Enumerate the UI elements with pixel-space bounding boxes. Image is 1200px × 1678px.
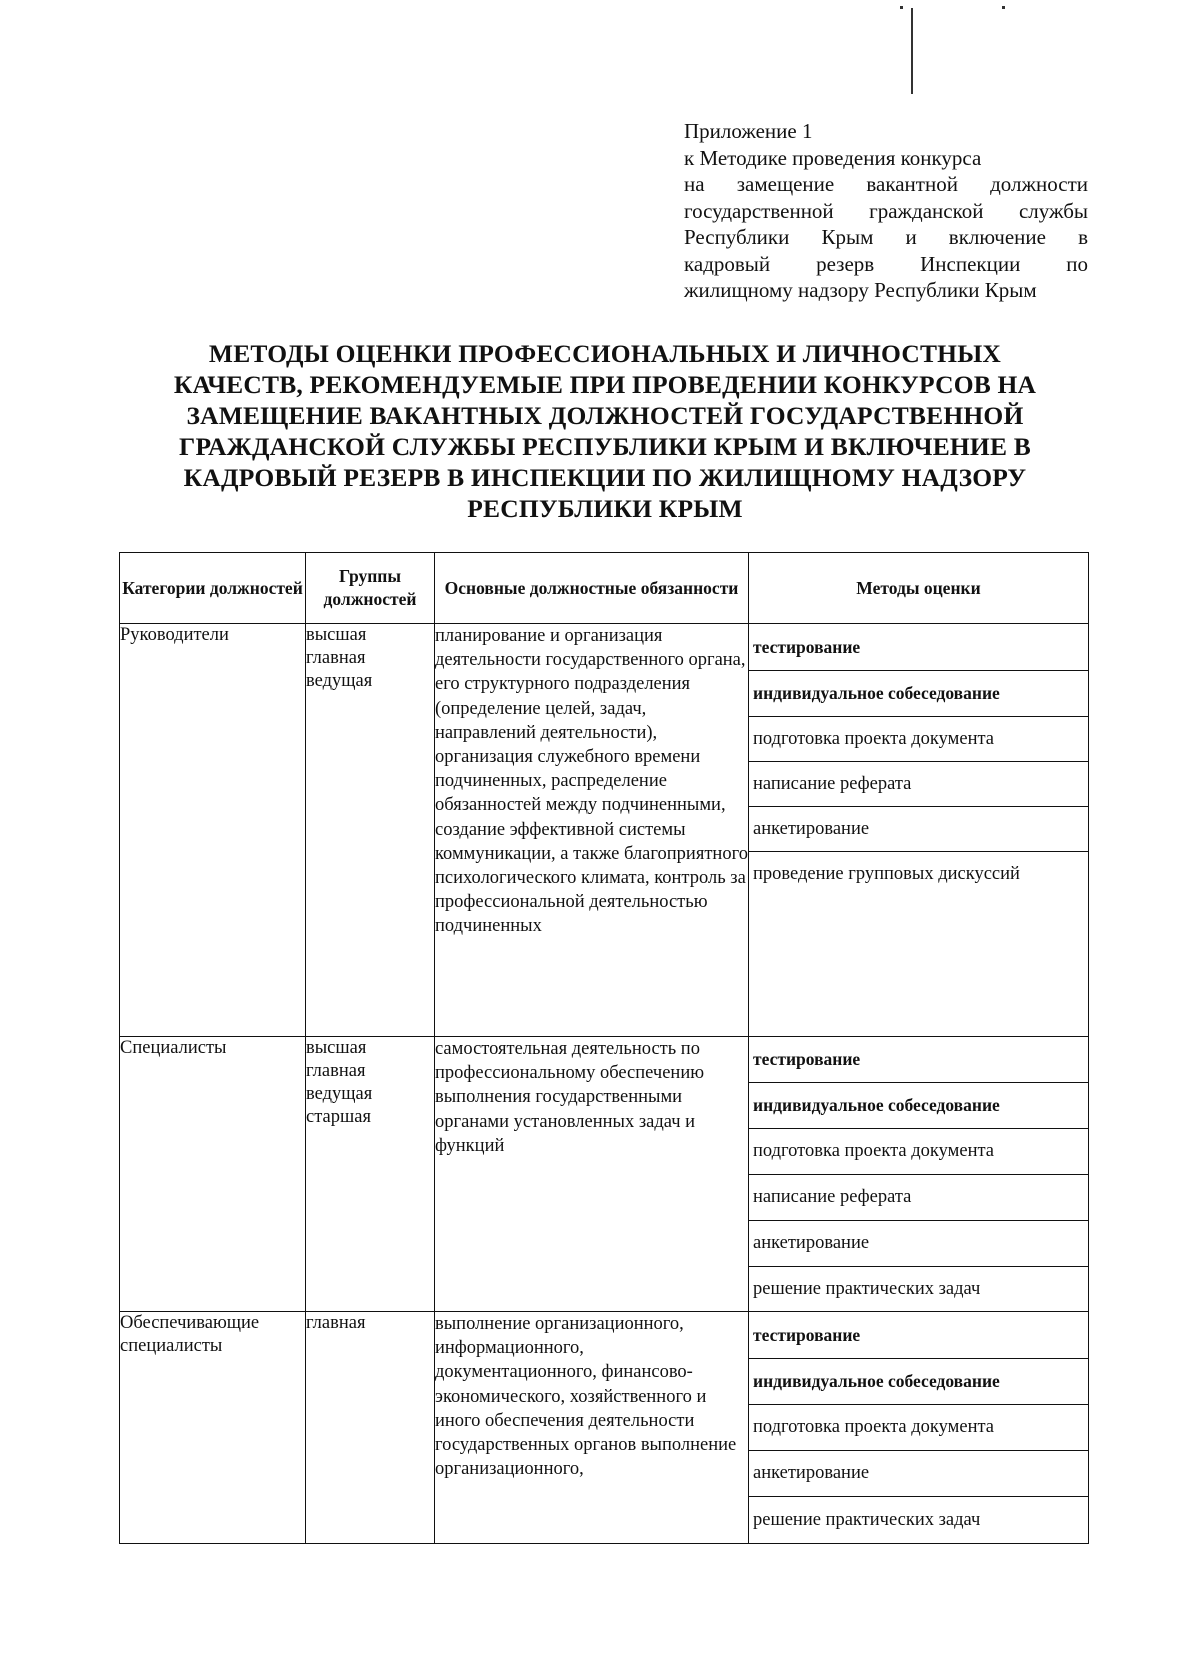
scan-artifact-line (911, 8, 913, 94)
title-line: КАЧЕСТВ, РЕКОМЕНДУЕМЫЕ ПРИ ПРОВЕДЕНИИ КОНКУРСОВ НА (173, 370, 1037, 399)
methods-cell (749, 624, 1089, 1037)
assessment-methods-table (119, 552, 1089, 1544)
scan-artifact-dot (1002, 6, 1005, 9)
group-item: ведущая (306, 1084, 373, 1104)
appendix-line: Приложение 1 (684, 119, 813, 143)
method-item: индивидуальное собеседование (749, 1358, 1088, 1404)
method-item: подготовка проекта документа (749, 1404, 1088, 1450)
method-item: написание реферата (749, 761, 1088, 806)
groups-cell (306, 1312, 435, 1544)
table-row (120, 1037, 1089, 1312)
methods-cell (749, 1037, 1089, 1312)
method-item: тестирование (753, 636, 861, 657)
methods-cell (749, 1312, 1089, 1544)
method-item: подготовка проекта документа (749, 716, 1088, 761)
header-methods: Методы оценки (749, 553, 1089, 624)
groups-cell (306, 1037, 435, 1312)
method-item: написание реферата (749, 1174, 1088, 1220)
group-item: высшая (306, 625, 367, 645)
appendix-line: государственной гражданской службы (684, 198, 1088, 223)
method-item: анкетирование (749, 1450, 1088, 1496)
method-item: решение практических задач (749, 1266, 1088, 1311)
category-cell: Обеспечивающие специалисты (120, 1312, 306, 1544)
duties-cell: самостоятельная деятельность по профессиональному обеспечению выполнения государственными органами установленных задач и функций (435, 1037, 749, 1312)
appendix-line: к Методике проведения конкурса (684, 145, 982, 170)
appendix-line: на замещение вакантной должности (684, 172, 1088, 196)
header-duties: Основные должностные обязанности (435, 553, 749, 624)
method-item: анкетирование (749, 1220, 1088, 1266)
group-item: ведущая (306, 671, 373, 691)
group-item: высшая (306, 1038, 367, 1058)
duties-cell: выполнение организационного, информационного, документационного, финансово-экономического, хозяйственного и иного обеспечения деятельности государственных органов выполнение организационного, (435, 1312, 749, 1544)
table-header-row (120, 553, 1089, 624)
method-item: индивидуальное собеседование (749, 670, 1088, 716)
method-item: проведение групповых дискуссий (749, 851, 1088, 896)
groups-cell (306, 624, 435, 1037)
header-groups: Группы должностей (306, 553, 435, 624)
title-line: МЕТОДЫ ОЦЕНКИ ПРОФЕССИОНАЛЬНЫХ И ЛИЧНОСТНЫХ (208, 339, 1002, 368)
category-cell: Руководители (120, 624, 306, 1037)
group-item: главная (306, 648, 366, 668)
method-item: решение практических задач (749, 1496, 1088, 1543)
header-category: Категории должностей (120, 553, 306, 624)
group-item: старшая (306, 1107, 371, 1127)
method-item: анкетирование (749, 806, 1088, 851)
group-item: главная (306, 1313, 366, 1333)
scan-artifact-dot (900, 6, 903, 9)
method-item: тестирование (753, 1049, 861, 1069)
group-item: главная (306, 1061, 366, 1081)
appendix-line: кадровый резерв Инспекции по (684, 251, 1088, 276)
method-item: индивидуальное собеседование (749, 1082, 1088, 1128)
method-item: тестирование (753, 1324, 861, 1345)
appendix-line: жилищному надзору Республики Крым (684, 278, 1037, 302)
table-row (120, 624, 1089, 1037)
category-cell: Специалисты (120, 1037, 306, 1312)
title-line: ЗАМЕЩЕНИЕ ВАКАНТНЫХ ДОЛЖНОСТЕЙ ГОСУДАРСТВЕННОЙ (186, 401, 1024, 430)
duties-cell: планирование и организация деятельности государственного органа, его структурного подразделения (определение целей, задач, направлений деятельности), организация служебного времени подчиненных, распределение обязанностей между подчиненными, создание эффективной системы коммуникации, а также благоприятного психологического климата, контроль за профессиональной деятельностью подчиненных (435, 624, 749, 1037)
title-line: ГРАЖДАНСКОЙ СЛУЖБЫ РЕСПУБЛИКИ КРЫМ И ВКЛЮЧЕНИЕ В (179, 432, 1031, 461)
appendix-line: Республики Крым и включение в (684, 225, 1088, 249)
appendix-header (684, 118, 1088, 304)
document-title (118, 338, 1092, 524)
method-item: подготовка проекта документа (749, 1128, 1088, 1174)
table-row (120, 1312, 1089, 1544)
title-line: КАДРОВЫЙ РЕЗЕРВ В ИНСПЕКЦИИ ПО ЖИЛИЩНОМУ НАДЗОРУ (183, 463, 1027, 492)
title-line: РЕСПУБЛИКИ КРЫМ (467, 494, 743, 523)
